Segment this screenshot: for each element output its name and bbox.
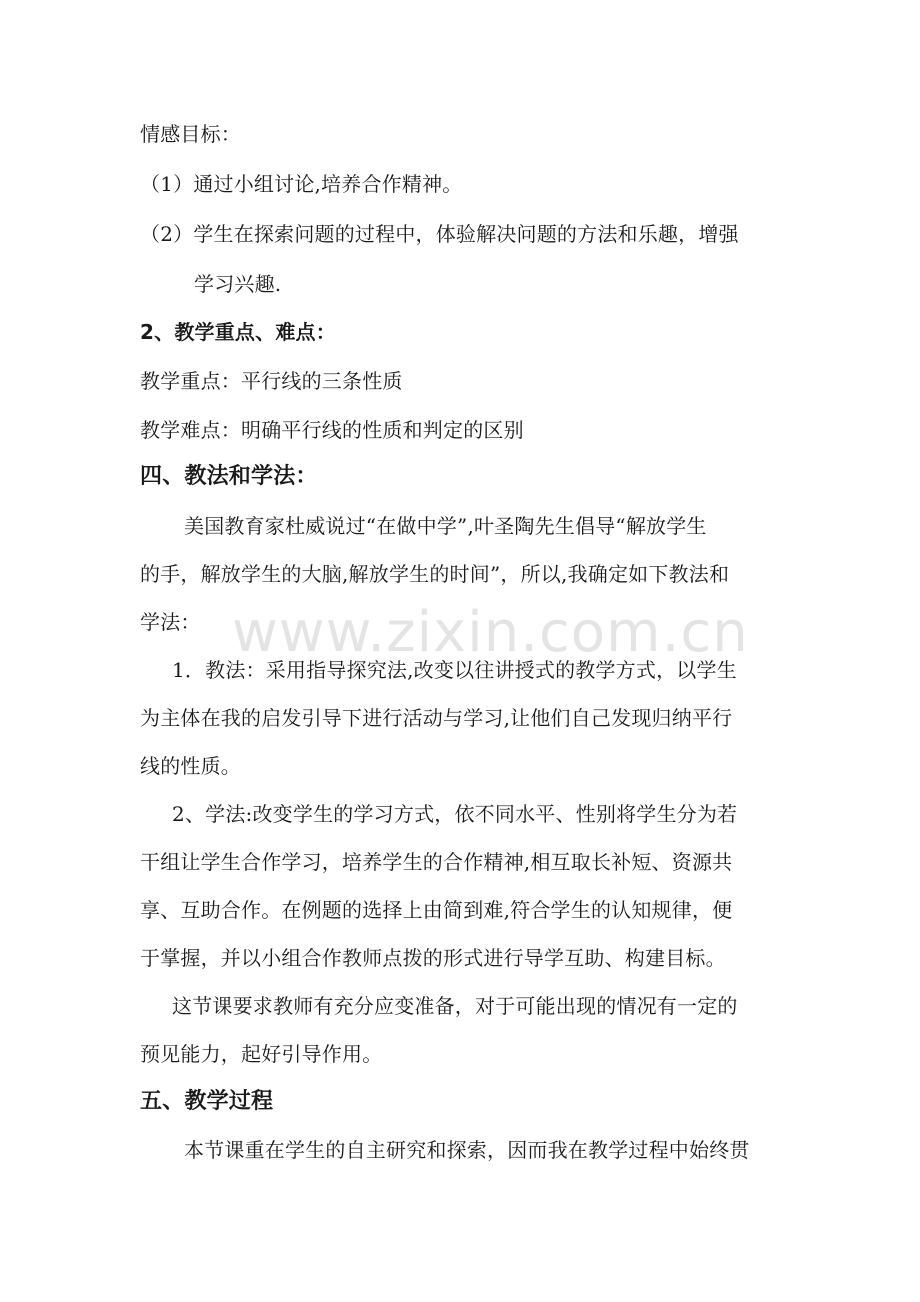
- section-heading-methods: 四、教法和学法：: [140, 464, 318, 489]
- text-line-teaching-method-1: 1．教法：采用指导探究法,改变以往讲授式的教学方式，以学生: [172, 658, 737, 682]
- section-heading-key-points: 2、教学重点、难点：: [140, 320, 336, 344]
- text-line-learning-method-1: 2、学法:改变学生的学习方式，依不同水平、性别将学生分为若: [172, 802, 738, 826]
- text-line-learning-method-2: 干组让学生合作学习，培养学生的合作精神,相互取长补短、资源共: [140, 850, 733, 874]
- text-line-learning-method-4: 于掌握，并以小组合作教师点拨的形式进行导学互助、构建目标。: [140, 946, 726, 970]
- text-line-requirement-2: 预见能力，起好引导作用。: [140, 1042, 383, 1066]
- text-line-teaching-method-3: 线的性质。: [140, 754, 241, 778]
- text-line-difficult-point: 教学难点：明确平行线的性质和判定的区别: [140, 418, 524, 442]
- text-line-methods-p1-1: 美国教育家杜威说过“在做中学”,叶圣陶先生倡导“解放学生: [184, 514, 707, 538]
- text-line-process-1: 本节课重在学生的自主研究和探索，因而我在教学过程中始终贯: [184, 1138, 750, 1162]
- text-line-methods-p1-2: 的手，解放学生的大脑,解放学生的时间”，所以,我确定如下教法和: [140, 562, 730, 586]
- text-line-teaching-method-2: 为主体在我的启发引导下进行活动与学习,让他们自己发现归纳平行: [140, 706, 733, 730]
- text-line-methods-p1-3: 学法：: [140, 610, 201, 634]
- text-line-emotion-goal-heading: 情感目标：: [140, 122, 241, 146]
- text-line-goal-1: （1）通过小组讨论,培养合作精神。: [140, 172, 463, 196]
- text-line-goal-2-cont: 学习兴趣.: [194, 272, 282, 296]
- watermark-text: www.zixin.com.cn: [232, 600, 749, 665]
- text-line-key-point: 教学重点：平行线的三条性质: [140, 369, 403, 393]
- text-line-requirement-1: 这节课要求教师有充分应变准备，对于可能出现的情况有一定的: [172, 994, 738, 1018]
- text-line-goal-2: （2）学生在探索问题的过程中，体验解决问题的方法和乐趣，增强: [140, 222, 739, 246]
- section-heading-process: 五、教学过程: [140, 1089, 274, 1114]
- text-line-learning-method-3: 享、互助合作。在例题的选择上由简到难,符合学生的认知规律，便: [140, 898, 733, 922]
